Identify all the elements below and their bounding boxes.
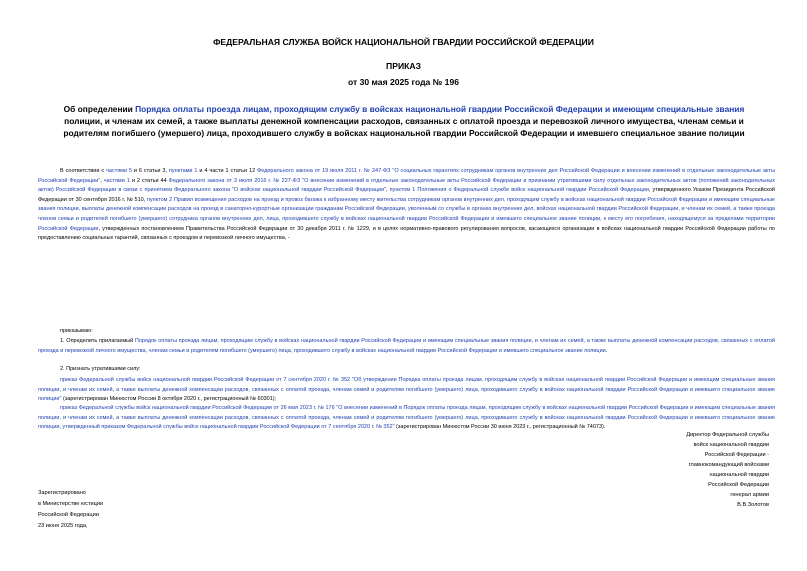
preamble-link[interactable]: частями 1	[103, 177, 130, 184]
title-procedure-link[interactable]: Порядка оплаты проезда лицам, проходящим службу в войсках национальной гвардии Российской Федерации и имеющим специальные звания	[135, 104, 745, 114]
signer-name: В.В.Золотов	[737, 502, 769, 508]
preamble-text: , утвержденного Указом Президента Российской Федерации от 30 сентября 2016 г. № 510,	[38, 187, 775, 203]
registration-line: в Министерстве юстиции	[38, 501, 104, 507]
preamble-link[interactable]: Федерального закона от 19 июля 2011 г. № 247-ФЗ "О социальных гарантиях сотрудникам органов внутренних дел Российской Федерации и внесении изменений в отдельные законодательные акты Российской Федерации"	[38, 168, 775, 184]
preamble-text: и 6 статьи 3,	[132, 168, 169, 174]
title-rest: полиции, и членам их семей, а также выплаты денежной компенсации расходов, связанных с оплатой проезда и перевозкой личного имущества, членам семьи и родителям погибшего (умершего) лица, проходившего службу в войсках национальной гвардии Российской Федерации и имевшего специальное звание полиции	[63, 116, 745, 139]
preamble-text: и 4 части 1 статьи 12	[197, 168, 258, 174]
preamble-link[interactable]: Федерального закона от 3 июля 2016 г. № 227-ФЗ "О внесении изменений в отдельные законодательные акты Российской Федерации и признании утратившими силу отдельных законодательных актов (положений законодательных актов) Российской Федерации в связи с принятием Федерального закона "О войсках национальной гвардии Российской Федерации"	[38, 177, 775, 194]
registration-block	[38, 488, 103, 532]
clause-1	[38, 337, 775, 356]
preamble-paragraph	[38, 167, 775, 244]
signature-line: главнокомандующий войсками	[688, 462, 769, 468]
signature-line: Директор Федеральной службы	[686, 432, 769, 438]
preamble-text: , утвержденных постановлением Правительства Российской Федерации от 30 декабря 2011 г. № 1229, и в целях нормативно-правового регулирования вопросов, касающихся организации в войсках национальной гвардии Российской Федерации работы по предоставлению социальных гарантий, связанных с проездом и перевозкой личного имущества, -	[38, 225, 775, 242]
preamble-text: ,	[386, 187, 390, 194]
repealed-order-352-registration: (зарегистрирован Минюстом России 8 октября 2020 г., регистрационный № 60301);	[61, 396, 277, 403]
preamble-link[interactable]: частями 5	[106, 168, 133, 174]
registration-line: Зарегистрировано	[38, 490, 86, 496]
registration-line: Российской Федерации	[38, 512, 99, 518]
agency-name: ФЕДЕРАЛЬНАЯ СЛУЖБА ВОЙСК НАЦИОНАЛЬНОЙ ГВАРДИИ РОССИЙСКОЙ ФЕДЕРАЦИИ	[213, 37, 594, 47]
signature-line: национальной гвардии	[709, 472, 769, 478]
clause-2: 2. Признать утратившими силу:	[60, 366, 141, 372]
clause-1-end: .	[605, 347, 608, 354]
preamble-link[interactable]: пунктом 1 Положения о Федеральной службе войск национальной гвардии Российской Федерации	[389, 187, 649, 194]
preamble-text: ,	[100, 177, 104, 184]
preamble-link[interactable]: пунктами 1	[168, 168, 198, 174]
document-title	[58, 103, 750, 140]
preamble-text: и 2 статьи 44	[129, 177, 169, 184]
preamble-link[interactable]: пунктом 2 Правил возмещения расходов на проезд и провоз багажа к избранному месту жительства сотрудникам органов внутренних дел, проходящим службу в войсках национальной гвардии Российской Федерации и имеющим специальные звания полиции, выплаты денежной компенсации расходов на проезд в санаторно-курортные организации гражданам Российской Федерации, уволенным со службы в органах внутренних дел, войсках национальной гвардии Российской Федерации, и членам их семей, а также проезда членов семьи и родителей погибшего (умершего) сотрудника органов внутренних дел, лица, проходившего службу в войсках национальной гвардии Российской Федерации и имевшего специальное звание полиции, к месту его погребения, находящемуся за пределами территории Российской Федерации	[38, 196, 775, 232]
repealed-order-352	[38, 376, 775, 405]
clause-1-procedure-link[interactable]: Порядок оплаты проезда лицам, проходящим службу в войсках национальной гвардии Российской Федерации и имеющим специальные звания полиции, и членам их семей, а также выплаты денежной компенсации расходов, связанных с оплатой проезда и перевозкой личного имущества, членам семьи и родителям погибшего (умершего) лица, проходившего службу в войсках национальной гвардии Российской Федерации и имевшего специальное звание полиции	[38, 338, 775, 354]
signature-block	[619, 430, 769, 510]
repealed-order-352-link[interactable]: приказ Федеральной службы войск национальной гвардии Российской Федерации от 7 сентября 2020 г. № 352 "Об утверждении Порядка оплаты проезда лицам, проходящим службу в войсках национальной гвардии Российской Федерации и имеющим специальные звания полиции, и членам их семей, а также выплаты денежной компенсации расходов, связанных с оплатой проезда, членам семей и родителям погибшего (умершего) лица, проходившего службу в войсках национальной гвардии Российской Федерации и имевшего специальное звание полиции"	[38, 377, 775, 403]
repealed-order-176	[38, 404, 775, 433]
clause-1-text: 1. Определить прилагаемый	[60, 338, 135, 344]
document-type: ПРИКАЗ	[386, 61, 421, 71]
orders-label: приказываю:	[60, 328, 93, 334]
document-date-number: от 30 мая 2025 года № 196	[347, 77, 460, 87]
registration-date: 23 июня 2025 года,	[38, 523, 88, 529]
signature-line: генерал армии	[730, 492, 769, 498]
signature-line: Российской Федерации	[708, 482, 769, 488]
preamble-text: В соответствии с	[60, 168, 107, 174]
repealed-order-176-registration: (зарегистрирован Минюстом России 30 июня 2023 г., регистрационный № 74073).	[394, 424, 606, 431]
signature-line: войск национальной гвардии	[693, 442, 769, 448]
title-prefix: Об определении	[63, 104, 136, 114]
repealed-order-176-link[interactable]: приказ Федеральной службы войск национальной гвардии Российской Федерации от 26 мая 2023 г. № 176 "О внесении изменений в Порядок оплаты проезда лицам, проходящим службу в войсках национальной гвардии Российской Федерации и имеющим специальные звания полиции, и членам их семей, а также выплаты денежной компенсации расходов, связанных с оплатой проезда, членам семей и родителям погибшего (умершего) лица, проходившего службу в войсках национальной гвардии Российской Федерации и имевшего специальное звание полиции, утвержденный приказом Федеральной службы войск национальной гвардии Российской Федерации от 7 сентября 2020 г. № 352"	[38, 405, 775, 431]
signature-line: Российской Федерации -	[704, 452, 769, 458]
